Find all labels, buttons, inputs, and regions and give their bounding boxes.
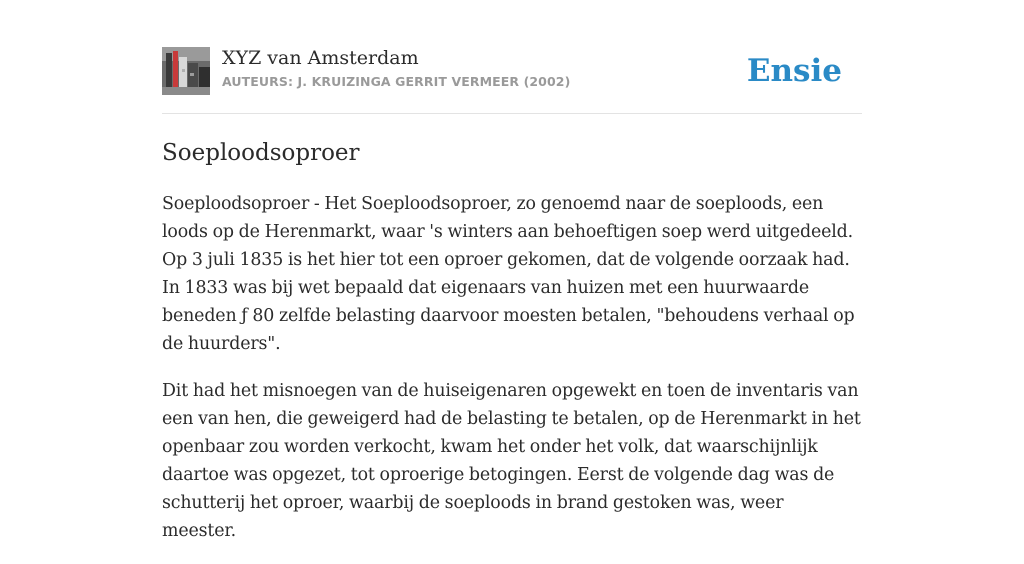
article-body	[162, 190, 862, 564]
article-paragraph: Soeploodsoproer - Het Soeploodsoproer, zo genoemd naar de soeploods, een loods op de Herenmarkt, waar 's winters aan behoeftigen soep werd uitgedeeld. Op 3 juli 1835 is het hier tot een oproer gekomen, dat de volgende oorzaak had. In 1833 was bij wet bepaald dat eigenaars van huizen met een huurwaarde beneden ƒ 80 zelfde belasting daarvoor moesten betalen, "behoudens verhaal op de huurders".	[162, 194, 855, 354]
avatar[interactable]	[162, 47, 210, 95]
source-title[interactable]: XYZ van Amsterdam	[222, 47, 419, 69]
source-authors: AUTEURS: J. KRUIZINGA GERRIT VERMEER (2002)	[222, 74, 571, 89]
brand-logo[interactable]: Ensie	[746, 53, 842, 89]
article-paragraph: Dit had het misnoegen van de huiseigenaren opgewekt en toen de inventaris van een van hen, die geweigerd had de belasting te betalen, op de Herenmarkt in het openbaar zou worden verkocht, kwam het onder het volk, dat waarschijnlijk daartoe was opgezet, tot oproerige betogingen. Eerst de volgende dag was de schutterij het oproer, waarbij de soeploods in brand gestoken was, weer meester.	[162, 381, 861, 541]
header-divider	[162, 113, 862, 114]
article-title: Soeploodsoproer	[162, 140, 360, 166]
book-cover-thumbnail-icon	[162, 47, 210, 95]
source-header	[162, 46, 862, 96]
